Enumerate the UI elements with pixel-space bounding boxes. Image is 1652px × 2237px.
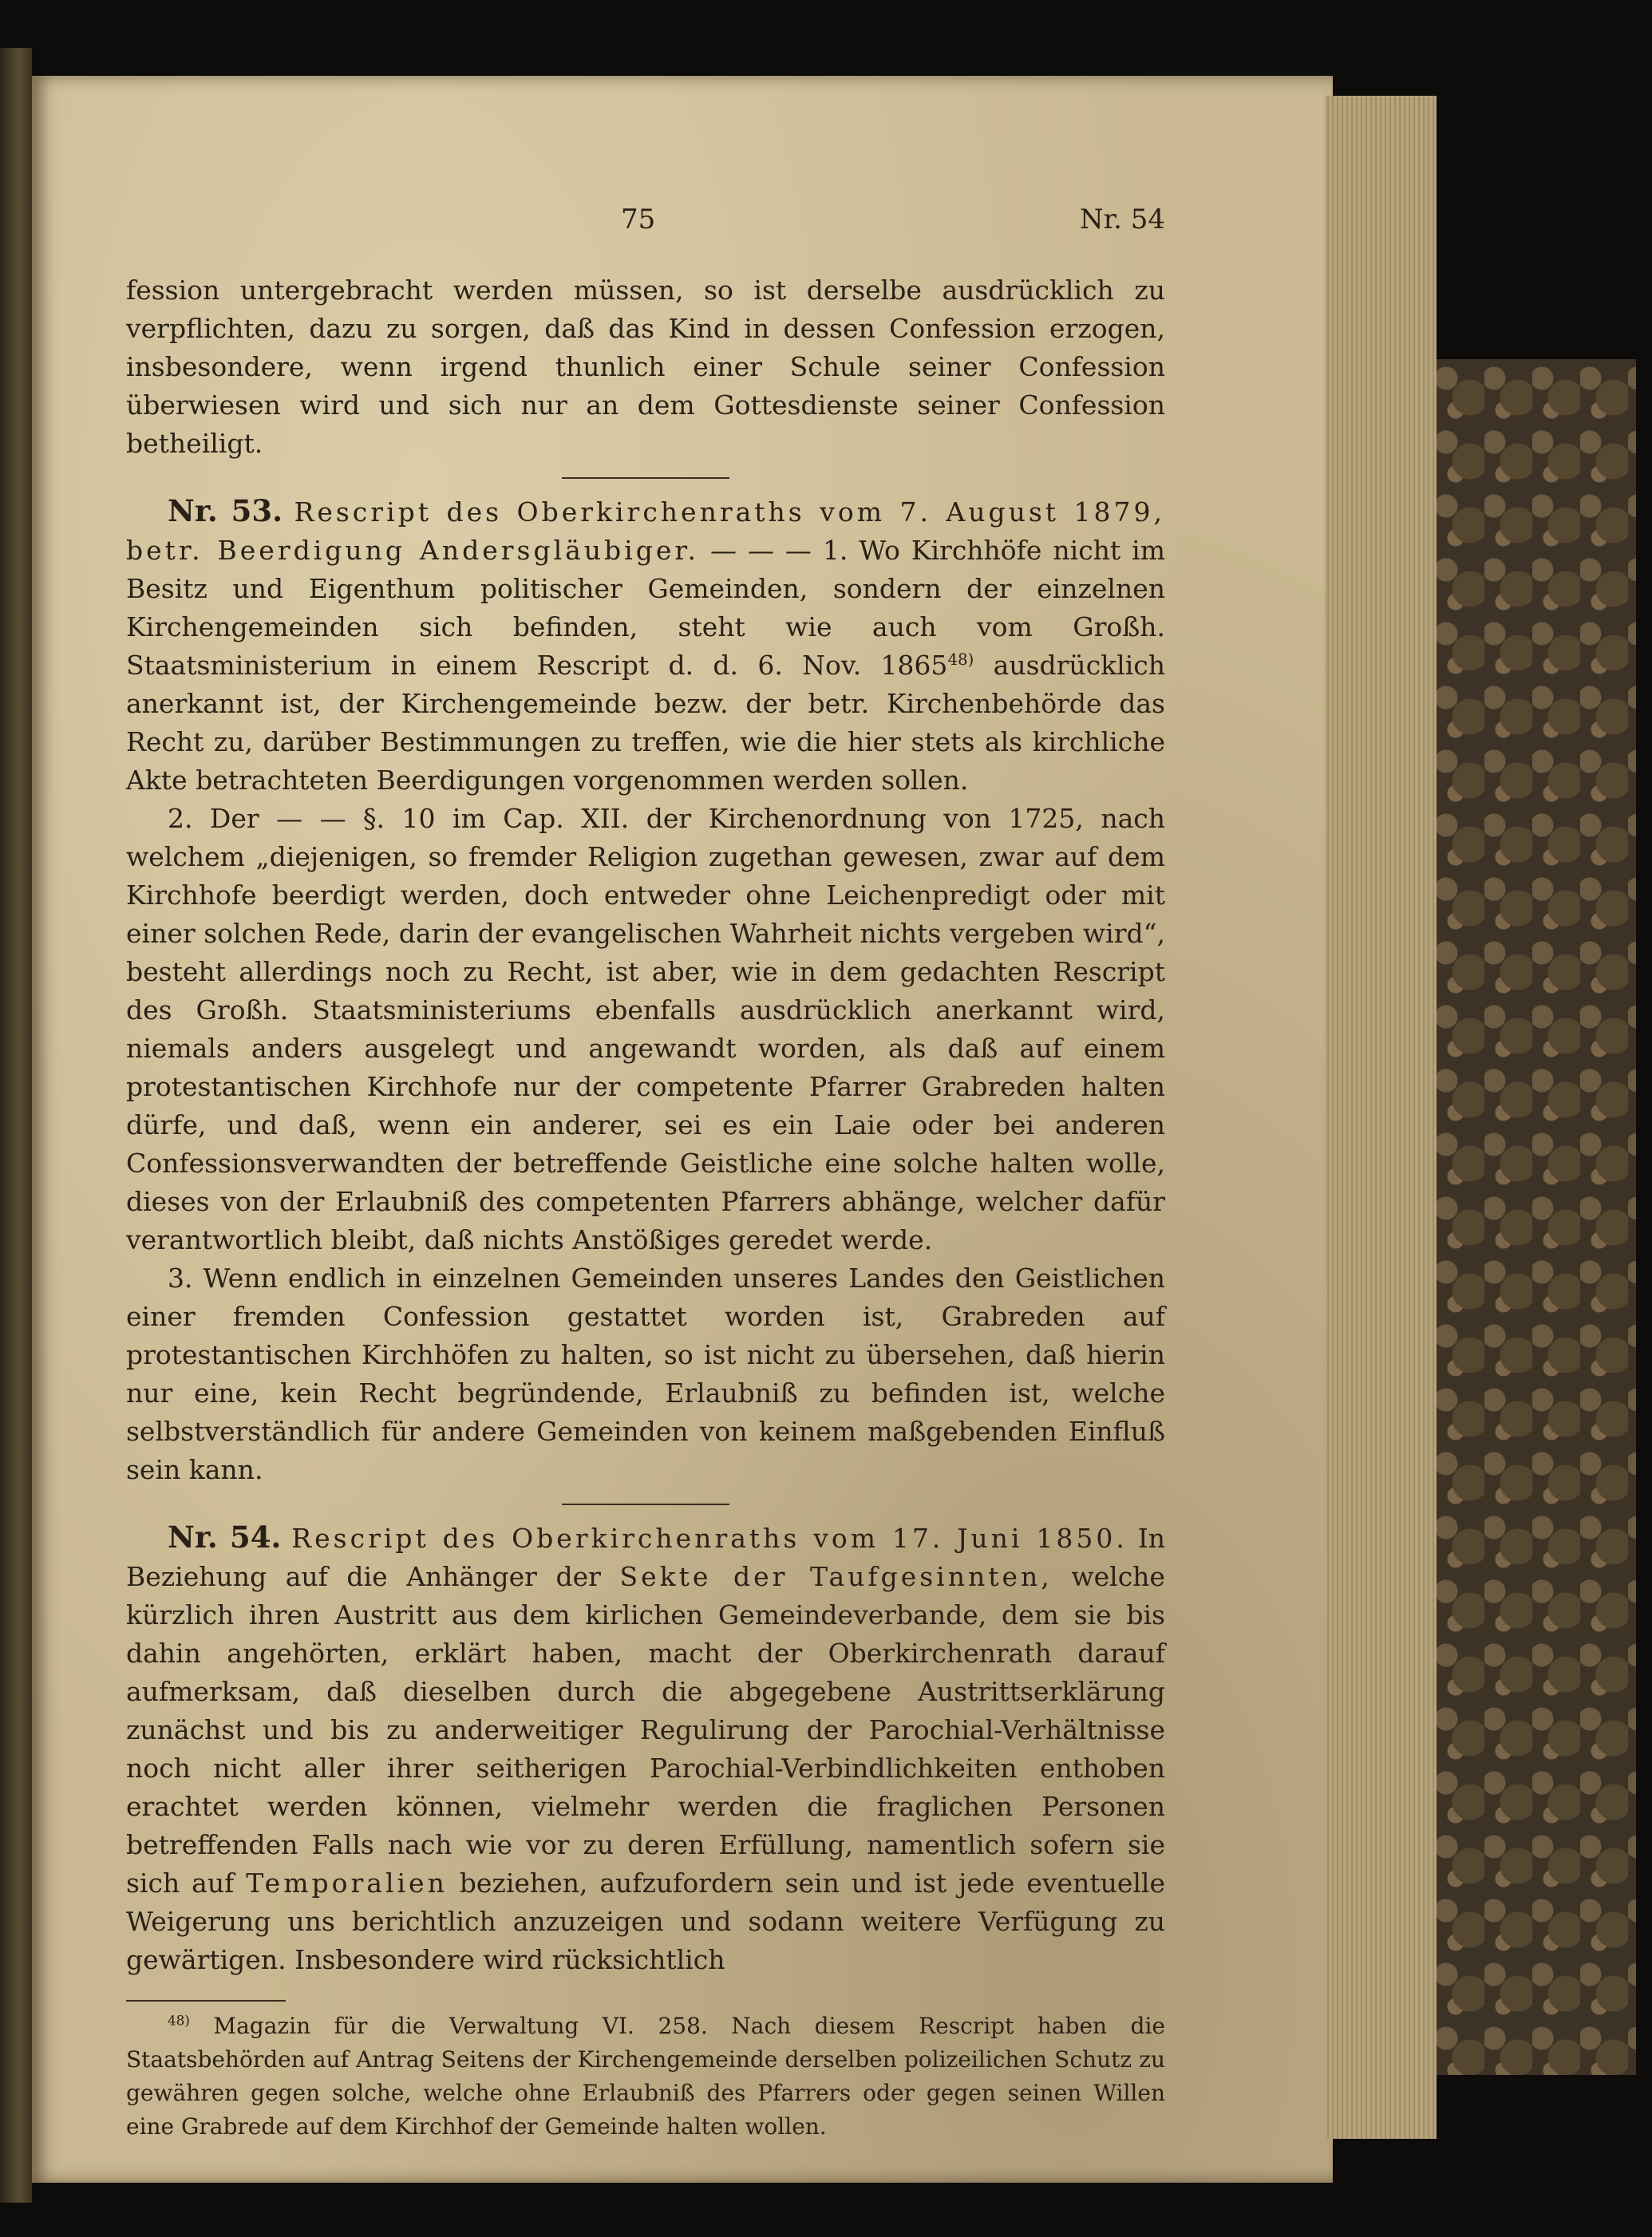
book-gutter: [0, 48, 32, 2203]
entry-nr-53: [126, 492, 1165, 800]
entry-text-a: In Beziehung auf die Anhänger der: [126, 1523, 1165, 1592]
entry-title: Rescript des Oberkirchenraths vom 7. August 1879, betr. Beerdigung Andersgläubiger.: [126, 496, 1165, 566]
paragraph-1b: ausdrücklich anerkannt ist, der Kirchengemeinde bezw. der betr. Kirchenbehörde das Recht zu, darüber Bestimmungen zu treffen, wie die hier stets als kirchliche Akte betrachteten Beerdigungen vorgenommen werden sollen.: [126, 650, 1166, 796]
section-number: Nr. 54: [1079, 204, 1165, 235]
paragraph-2: 2. Der — — §. 10 im Cap. XII. der Kirchenordnung von 1725, nach welchem „diejenigen, so fremder Religion zugethan gewesen, zwar auf dem Kirchhofe beerdigt werden, doch entweder ohne Leichenpredigt oder mit einer solchen Rede, darin der evangelischen Wahrheit nichts vergeben wird“, besteht allerdings noch zu Recht, ist aber, wie in dem gedachten Rescript des Großh. Staatsministeriums ebenfalls ausdrücklich anerkannt wird, niemals anders ausgelegt und angewandt worden, als daß auf einem protestantischen Kirchhofe nur der competente Pfarrer Grabreden halten dürfe, und daß, wenn ein anderer, sei es ein Laie oder bei anderen Confessionsverwandten der betreffende Geistliche eine solche halten wolle, dieses von der Erlaubniß des competenten Pfarrers abhänge, welcher dafür verantwortlich bleibt, daß nichts Anstößiges geredet werde.: [126, 803, 1165, 1255]
footnote-text: Magazin für die Verwaltung VI. 258. Nach diesem Rescript haben die Staatsbehörden auf Antrag Seitens der Kirchengemeinde derselben polizeilichen Schutz zu gewähren gegen solche, welche ohne Erlaubniß des Pfarrers oder gegen seinen Willen eine Grabrede auf dem Kirchhof der Gemeinde halten wollen.: [126, 2013, 1165, 2140]
footnote-divider: [126, 2000, 286, 2002]
footnote-reference: 48): [947, 650, 974, 669]
page-text: [126, 271, 1165, 2144]
entry-nr-54: [126, 1518, 1165, 1979]
page-edges: [1325, 96, 1437, 2139]
paragraph-3: 3. Wenn endlich in einzelnen Gemeinden unseres Landes den Geistlichen einer fremden Confession gestattet worden ist, Grabreden auf protestantischen Kirchhöfen zu halten, so ist nicht zu übersehen, daß hierin nur eine, kein Recht begründende, Erlaubniß zu befinden ist, welche selbstverständlich für andere Gemeinden von keinem maßgebenden Einfluß sein kann.: [126, 1263, 1165, 1485]
section-divider: [562, 1504, 729, 1505]
spaced-term-temporalien: Temporalien: [246, 1867, 448, 1899]
dashes: — — —: [710, 535, 812, 566]
footnote: [126, 2010, 1165, 2144]
entry-label: Nr. 53.: [168, 493, 283, 528]
section-divider: [562, 477, 729, 479]
paragraph-1a: 1. Wo Kirchhöfe nicht im Besitz und Eigenthum politischer Gemeinden, sondern der einzelnen Kirchengemeinden sich befinden, steht wie auch vom Großh. Staatsministerium in einem Rescript d. d. 6. Nov. 1865: [126, 535, 1165, 681]
entry-label: Nr. 54.: [168, 1520, 282, 1555]
spaced-term-sect: Sekte der Taufgesinnten,: [619, 1561, 1053, 1592]
footnote-marker: 48): [168, 2012, 190, 2029]
entry-title: Rescript des Oberkirchenraths vom 17. Juni 1850.: [291, 1523, 1128, 1554]
entry-text-b: welche kürzlich ihren Austritt aus dem kirlichen Gemeindeverbande, dem sie bis dahin angehörten, erklärt haben, macht der Oberkirchenrath darauf aufmerksam, daß dieselben durch die abgegebene Austrittserklärung zunächst und bis zu anderweitiger Regulirung der Parochial-Verhältnisse noch nicht aller ihrer seitherigen Parochial-Verbindlichkeiten enthoben erachtet werden können, vielmehr werden die fraglichen Personen betreffenden Falls nach wie vor zu deren Erfüllung, namentlich sofern sie sich auf: [126, 1561, 1165, 1899]
marbled-cover: [1437, 359, 1636, 2075]
page-number: 75: [621, 204, 656, 235]
entry-text-c: beziehen, aufzufordern sein und ist jede eventuelle Weigerung uns berichtlich anzuzeigen und sodann weitere Verfügung zu gewärtigen. Insbesondere wird rücksichtlich: [126, 1867, 1165, 1975]
running-head: [126, 204, 1165, 243]
opening-paragraph: fession untergebracht werden müssen, so ist derselbe ausdrücklich zu verpflichten, dazu zu sorgen, daß das Kind in dessen Confession erzogen, insbesondere, wenn irgend thunlich einer Schule seiner Confession überwiesen wird und sich nur an dem Gottesdienste seiner Confession betheiligt.: [126, 275, 1165, 459]
